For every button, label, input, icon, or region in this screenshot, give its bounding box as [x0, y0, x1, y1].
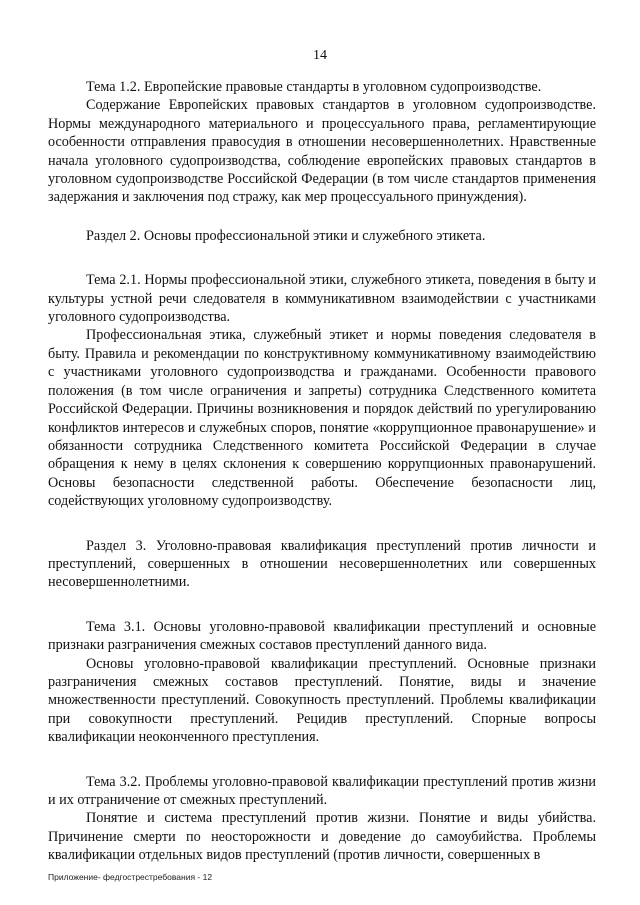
section-2-title: Раздел 2. Основы профессиональной этики и служебного этикета.: [86, 227, 486, 244]
topic-1-2-title: Тема 1.2. Европейские правовые стандарты в уголовном судопроизводстве.: [86, 79, 542, 95]
topic-3-1-body: Основы уголовно-правовой квалификации преступлений. Основные признаки разграничения смежных составов преступлений. Понятие, виды и значение множественности преступлений. Совокупность преступлений. Проблемы квалификации при совокупности преступлений. Рецидив преступлений. Спорные вопросы квалификации неоконченного преступления.: [48, 655, 596, 746]
topic-3-2-title: Тема 3.2. Проблемы уголовно-правовой квалификации преступлений против жизни и их отграничение от смежных преступлений.: [48, 773, 596, 808]
page-footer: Приложение- федгострестребования - 12: [48, 872, 213, 882]
topic-1-2-body: Содержание Европейских правовых стандартов в уголовном судопроизводстве. Нормы международного материального и процессуального права, регламентирующие особенности отправления правосудия в отношении несовершеннолетних. Нравственные начала уголовного судопроизводства, соблюдение европейских правовых стандартов в уголовном судопроизводстве Российской Федерации (в том числе стандартов применения задержания и заключения под стражу, как мер процессуального принуждения).: [48, 97, 596, 206]
topic-2-1-title: Тема 2.1. Нормы профессиональной этики, служебного этикета, поведения в быту и культуры устной речи следователя в коммуникативном взаимодействии с участниками уголовного судопроизводства.: [48, 272, 596, 326]
document-body: [48, 78, 596, 865]
topic-2-1-body: Профессиональная этика, служебный этикет и нормы поведения следователя в быту. Правила и рекомендации по конструктивному коммуникативному взаимодействию с участниками уголовного судопроизводства и гражданами. Особенности правового положения (в том числе ограничения и запреты) сотрудника Следственного комитета Российской Федерации. Причины возникновения и порядок действий по урегулированию конфликтов интересов и служебных споров, понятие «коррупционное правонарушение» и обязанности сотрудника Следственного комитета Российской Федерации в случае обращения к нему в целях склонения к совершению коррупционных правонарушений. Основы безопасности следственной работы. Обеспечение безопасности лиц, содействующих уголовному судопроизводству.: [48, 327, 596, 510]
topic-3-2-body: Понятие и система преступлений против жизни. Понятие и виды убийства. Причинение смерти по неосторожности и доведение до самоубийства. Проблемы квалификации отдельных видов преступлений (против личности, совершенных в: [48, 810, 596, 864]
section-3-title: Раздел 3. Уголовно-правовая квалификация преступлений против личности и преступлений, совершенных в отношении несовершеннолетних или совершенных несовершеннолетними.: [48, 537, 596, 591]
topic-3-1-title: Тема 3.1. Основы уголовно-правовой квалификации преступлений и основные признаки разграничения смежных составов преступлений данного вида.: [48, 618, 596, 654]
page-number: 14: [313, 48, 327, 63]
